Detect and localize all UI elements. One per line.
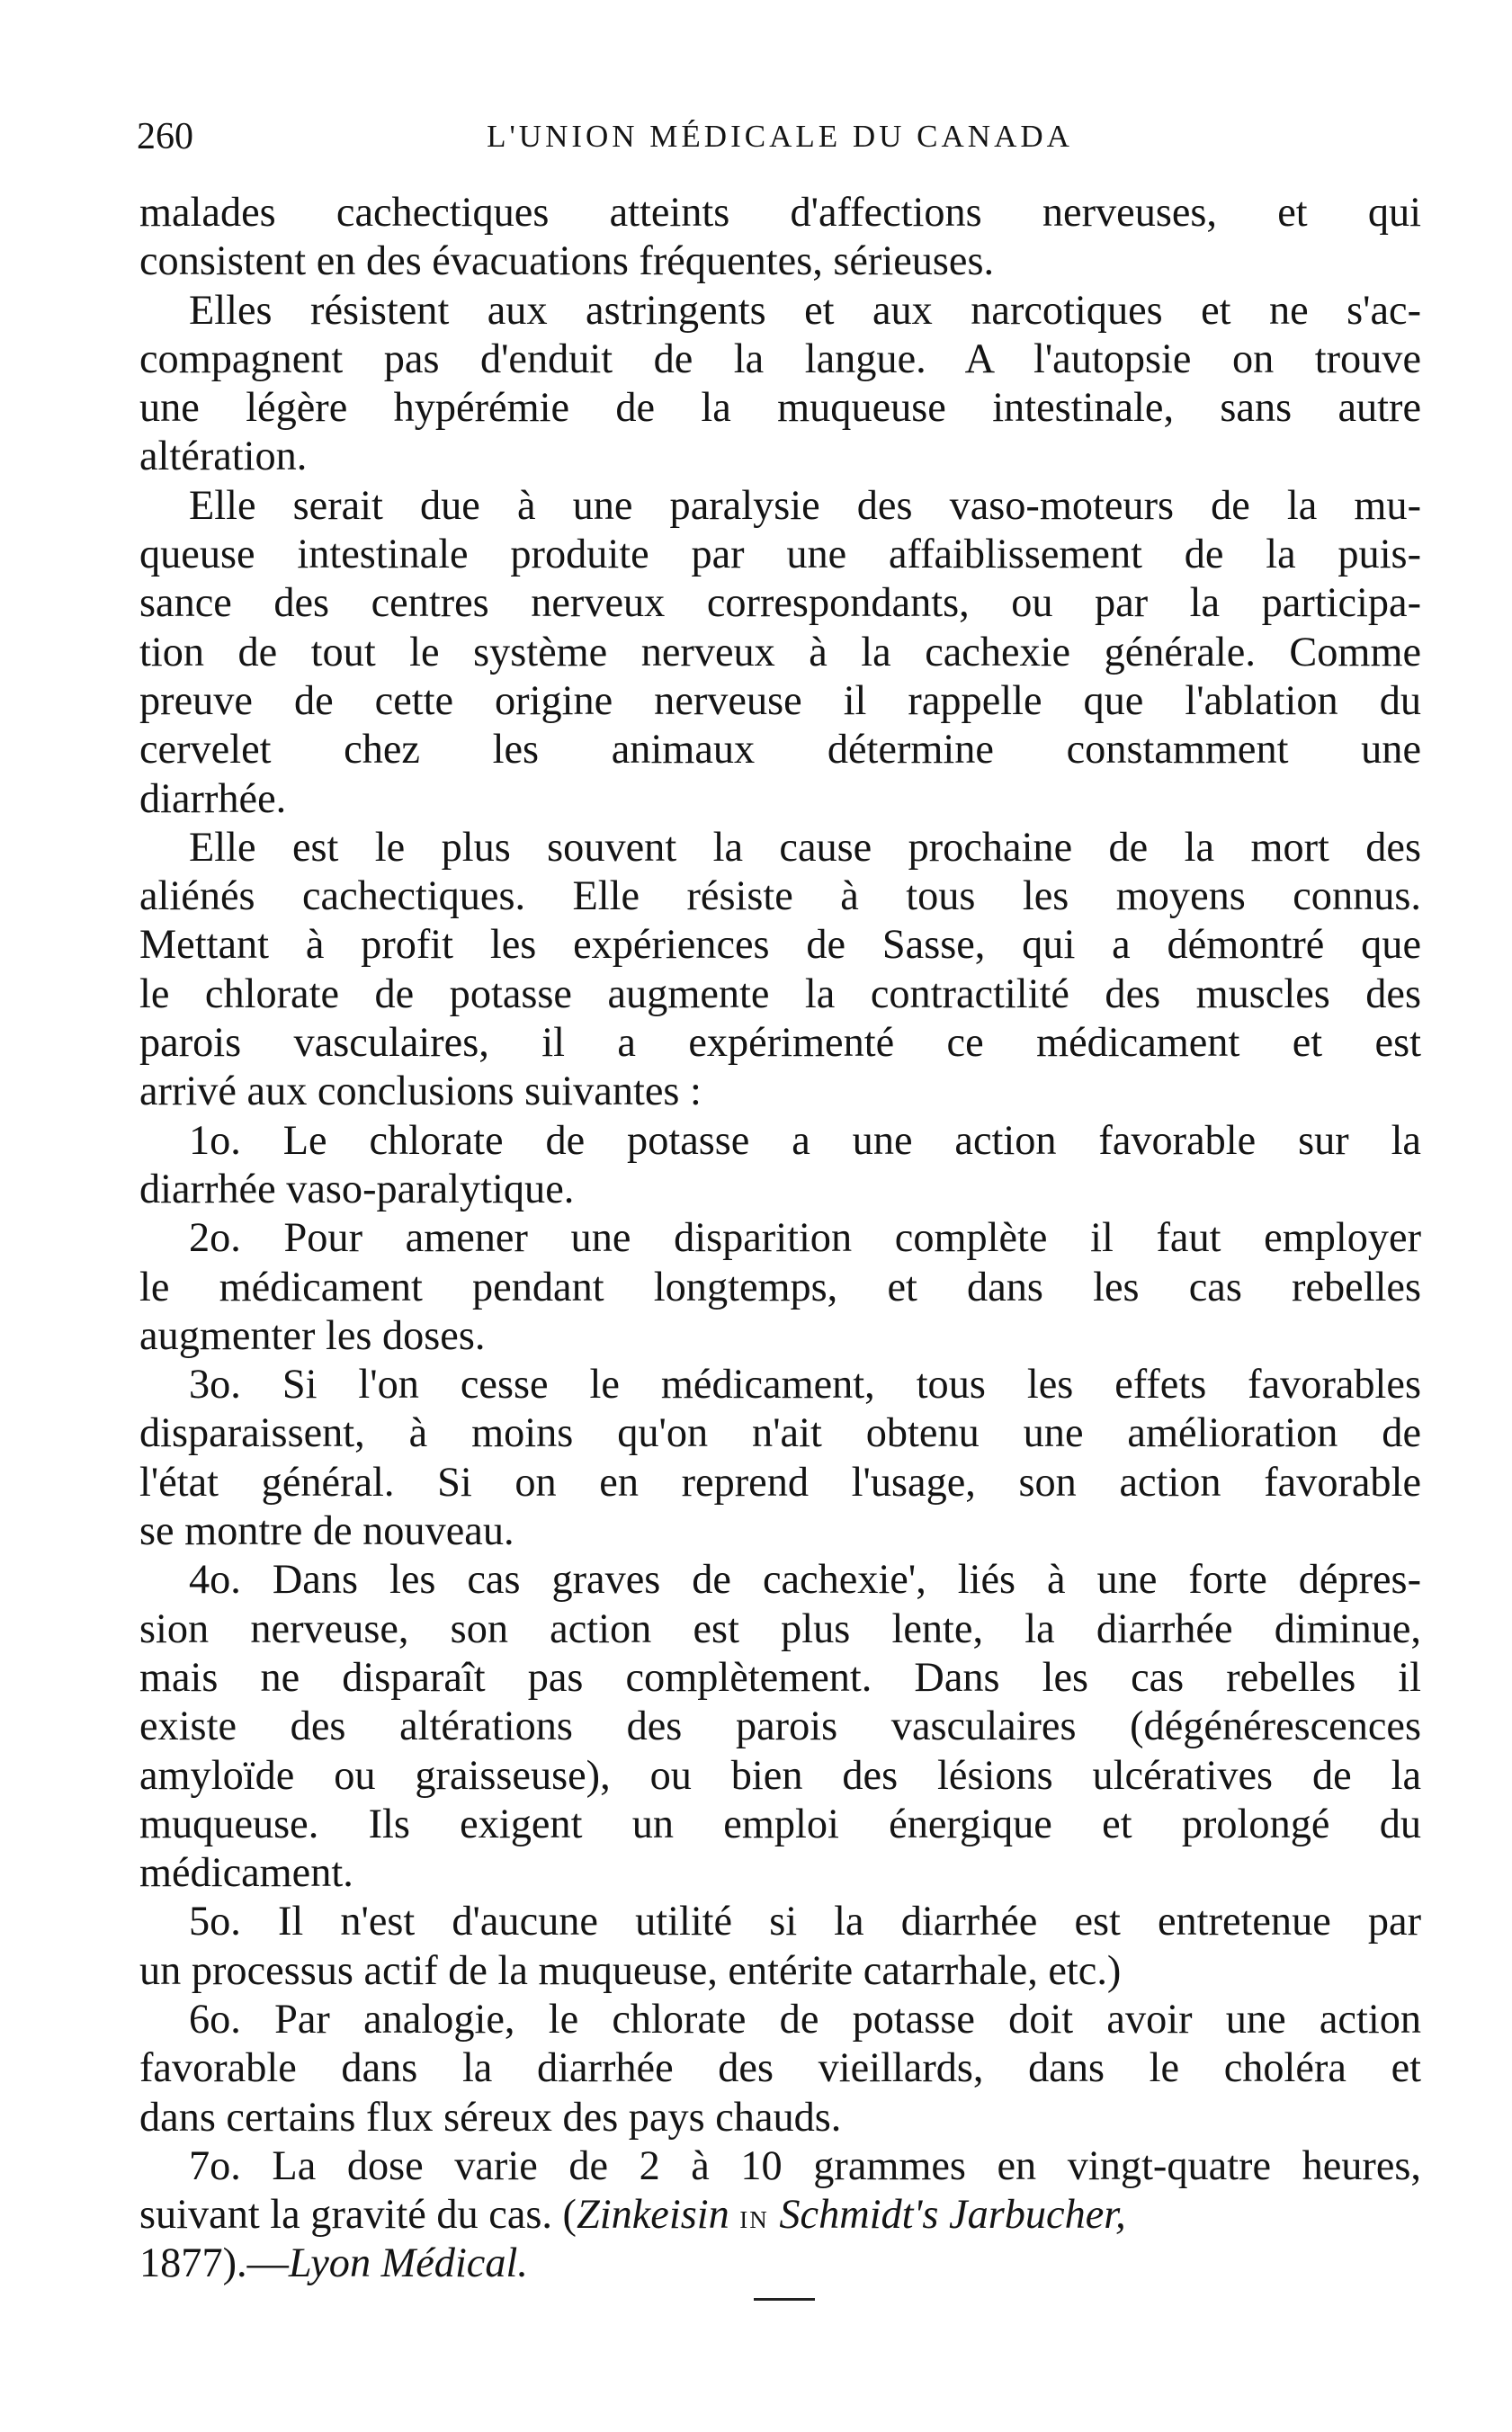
citation-journal: Schmidt's Jarbucher, [779, 2192, 1126, 2239]
end-rule-divider [754, 2298, 815, 2301]
text-line: preuve de cette origine nerveuse il rappelle que l'ablation du [139, 677, 1421, 724]
citation-author: Zinkeisin [576, 2192, 729, 2239]
text-line: queuse intestinale produite par une affaiblissement de la puis- [139, 532, 1421, 578]
running-title: L'UNION MÉDICALE DU CANADA [487, 119, 1073, 154]
citation-in: in [739, 2198, 769, 2237]
text-line: 4o. Dans les cas graves de cachexie', liés à une forte dépres- [189, 1557, 1421, 1604]
citation-line [139, 2240, 1421, 2288]
text-line: muqueuse. Ils exigent un emploi énergique et prolongé du [139, 1801, 1421, 1847]
text-line: Mettant à profit les expériences de Sasse, qui a démontré que [139, 922, 1421, 969]
citation-source: Lyon Médical. [288, 2240, 528, 2287]
text-line: dans certains flux séreux des pays chauds. [139, 2094, 842, 2141]
text-line: le médicament pendant longtemps, et dans les cas rebelles [139, 1264, 1421, 1310]
text-line: compagnent pas d'enduit de la langue. A l'autopsie on trouve [139, 335, 1421, 382]
text-line: augmenter les doses. [139, 1312, 486, 1359]
text-line: diarrhée vaso-paralytique. [139, 1166, 575, 1212]
text-line: 2o. Pour amener une disparition complète il faut employer [189, 1215, 1421, 1262]
text-line: médicament. [139, 1850, 353, 1897]
text-line: aliénés cachectiques. Elle résiste à tous les moyens connus. [139, 873, 1421, 920]
text-line: existe des altérations des parois vasculaires (dégénérescences [139, 1703, 1421, 1750]
page-number: 260 [137, 116, 193, 157]
text-line: tion de tout le système nerveux à la cachexie générale. Comme [139, 629, 1421, 675]
citation-line [139, 2191, 1421, 2240]
text-line: consistent en des évacuations fréquentes, sérieuses. [139, 238, 995, 285]
text-line: disparaissent, à moins qu'on n'ait obtenu une amélioration de [139, 1410, 1421, 1457]
text-line: se montre de nouveau. [139, 1508, 514, 1555]
article-body [139, 189, 1421, 2289]
text-line: altération. [139, 434, 308, 480]
text-line: malades cachectiques atteints d'affections nerveuses, et qui [139, 190, 1421, 236]
text-line: sion nerveuse, son action est plus lente, la diarrhée diminue, [139, 1605, 1421, 1652]
text-line: diarrhée. [139, 775, 287, 822]
text-line: une légère hypérémie de la muqueuse intestinale, sans autre [139, 385, 1421, 432]
text-line: amyloïde ou graisseuse), ou bien des lésions ulcératives de la [139, 1752, 1421, 1799]
text-line: 6o. Par analogie, le chlorate de potasse doit avoir une action [189, 1996, 1421, 2043]
text-line: Elles résistent aux astringents et aux narcotiques et ne s'ac- [189, 287, 1421, 334]
text-line: le chlorate de potasse augmente la contractilité des muscles des [139, 970, 1421, 1017]
page-header [137, 110, 1423, 164]
text-line: Elle serait due à une paralysie des vaso-moteurs de la mu- [189, 482, 1421, 529]
text-line: un processus actif de la muqueuse, entérite catarrhale, etc.) [139, 1947, 1122, 1994]
text-line: 7o. La dose varie de 2 à 10 grammes en vingt-quatre heures, [189, 2142, 1421, 2189]
text-line: favorable dans la diarrhée des vieillards, dans le choléra et [139, 2045, 1421, 2092]
citation-prefix: suivant la gravité du cas. ( [139, 2192, 577, 2239]
text-line: 5o. Il n'est d'aucune utilité si la diarrhée est entretenue par [189, 1899, 1421, 1945]
text-line: 1o. Le chlorate de potasse a une action favorable sur la [189, 1117, 1421, 1164]
text-line: parois vasculaires, il a expérimenté ce médicament et est [139, 1020, 1421, 1067]
text-line: 3o. Si l'on cesse le médicament, tous les effets favorables [189, 1362, 1421, 1408]
text-line: arrivé aux conclusions suivantes : [139, 1068, 702, 1115]
text-line: cervelet chez les animaux détermine constamment une [139, 727, 1421, 773]
citation-year: 1877).— [139, 2240, 289, 2287]
text-line: sance des centres nerveux correspondants, ou par la participa- [139, 580, 1421, 627]
text-line: mais ne disparaît pas complètement. Dans les cas rebelles il [139, 1654, 1421, 1701]
text-line: l'état général. Si on en reprend l'usage, son action favorable [139, 1459, 1421, 1506]
text-line: Elle est le plus souvent la cause prochaine de la mort des [189, 824, 1421, 871]
